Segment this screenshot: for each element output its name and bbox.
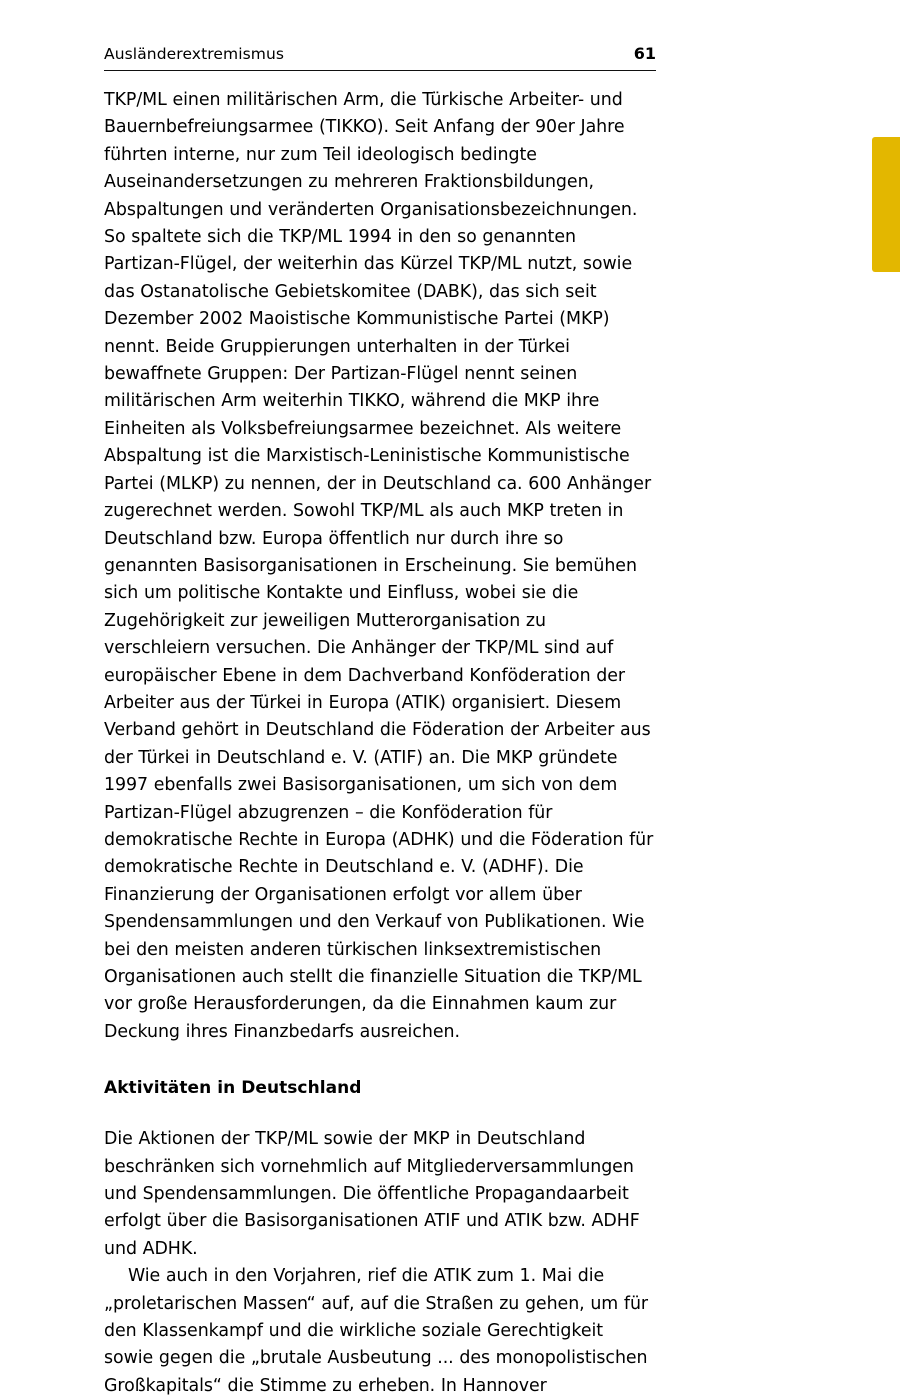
page-content	[104, 44, 656, 1400]
section-paragraph: Die Aktionen der TKP/ML sowie der MKP in Deutschland beschränken sich vornehmlich auf Mitgliederversammlungen und Spendensammlungen. Die öffentliche Propagandaarbeit erfolgt über die Basisorganisationen ATIF und ATIK bzw. ADHF und ADHK.	[104, 1129, 640, 1259]
body-paragraph: TKP/ML einen militärischen Arm, die Türkische Arbeiter- und Bauernbefreiungsarmee (TIKKO). Seit Anfang der 90er Jahre führten interne, nur zum Teil ideologisch bedingte Auseinandersetzungen zu mehreren Fraktionsbildungen, Abspaltungen und veränderten Organisationsbezeichnungen. So spaltete sich die TKP/ML 1994 in den so genannten Partizan-Flügel, der weiterhin das Kürzel TKP/ML nutzt, sowie das Ostanatolische Gebietskomitee (DABK), das sich seit Dezember 2002 Maoistische Kommunistische Partei (MKP) nennt. Beide Gruppierungen unterhalten in der Türkei bewaffnete Gruppen: Der Partizan-Flügel nennt seinen militärischen Arm weiterhin TIKKO, während die MKP ihre Einheiten als Volksbefreiungsarmee bezeichnet. Als weitere Abspaltung ist die Marxistisch-Leninistische Kommunistische Partei (MLKP) zu nennen, der in Deutschland ca. 600 Anhänger zugerechnet werden. Sowohl TKP/ML als auch MKP treten in Deutschland bzw. Europa öffentlich nur durch ihre so genannten Basisorganisationen in Erscheinung. Sie bemühen sich um politische Kontakte und Einfluss, wobei sie die Zugehörigkeit zur jeweiligen Mutterorganisation zu verschleiern versuchen. Die Anhänger der TKP/ML sind auf europäischer Ebene in dem Dachverband Konföderation der Arbeiter aus der Türkei in Europa (ATIK) organisiert. Diesem Verband gehört in Deutschland die Föderation der Arbeiter aus der Türkei in Deutschland e. V. (ATIF) an. Die MKP gründete 1997 ebenfalls zwei Basisorganisationen, um sich von dem Partizan-Flügel abzugrenzen – die Konföderation für demokratische Rechte in Europa (ADHK) und die Föderation für demokratische Rechte in Deutschland e. V. (ADHF). Die Finanzierung der Organisationen erfolgt vor allem über Spendensammlungen und den Verkauf von Publikationen. Wie bei den meisten anderen türkischen linksextremistischen Organisationen auch stellt die finanzielle Situation die TKP/ML vor große Herausforderungen, da die Einnahmen kaum zur Deckung ihres Finanzbedarfs ausreichen.	[104, 90, 654, 1042]
running-head-title: Ausländerextremismus	[104, 45, 285, 63]
page-number: 61	[633, 44, 656, 63]
section-heading: Aktivitäten in Deutschland	[104, 1078, 362, 1099]
chapter-edge-tab	[872, 137, 900, 272]
spacer	[104, 1101, 656, 1126]
section-paragraph: Wie auch in den Vorjahren, rief die ATIK zum 1. Mai die „proletarischen Massen“ auf, auf die Straßen zu gehen, um für den Klassenkampf und die wirkliche soziale Gerechtigkeit sowie gegen die „brutale Ausbeutung ... des monopolistischen Großkapitals“ die Stimme zu erheben. In Hannover	[104, 1266, 649, 1396]
spacer	[104, 1046, 656, 1075]
running-head	[104, 44, 656, 71]
